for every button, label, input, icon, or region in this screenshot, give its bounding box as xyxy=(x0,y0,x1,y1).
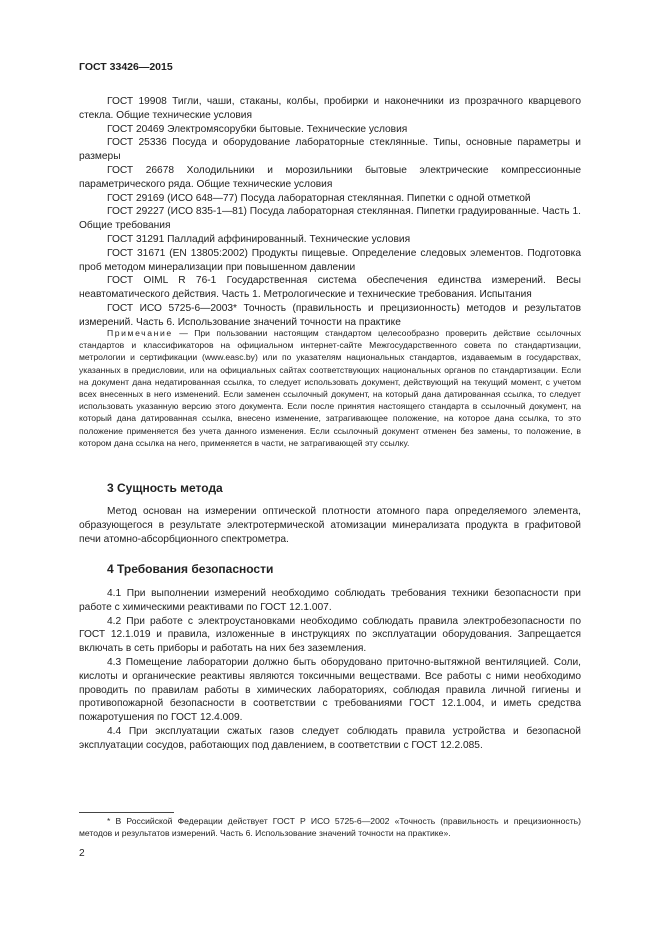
reference-item: ГОСТ 26678 Холодильники и морозильники бытовые электрические компрессионные параметрического ряда. Общие технические условия xyxy=(79,164,581,190)
section-4-paragraph: 4.1 При выполнении измерений необходимо соблюдать требования техники безопасности при работе с химическими реактивами по ГОСТ 12.1.007. xyxy=(79,588,581,613)
reference-item: ГОСТ 25336 Посуда и оборудование лабораторные стеклянные. Типы, основные параметры и размеры xyxy=(79,137,581,163)
section-3-heading: 3 Сущность метода xyxy=(107,481,223,495)
note-label: Примечание xyxy=(107,328,173,338)
document-header: ГОСТ 33426—2015 xyxy=(79,61,173,73)
reference-item: ГОСТ ИСО 5725-6—2003* Точность (правильность и прецизионность) методов и результатов измерений. Часть 6. Использование значений точности на практике xyxy=(79,302,581,328)
reference-item: ГОСТ 20469 Электромясорубки бытовые. Технические условия xyxy=(107,123,408,135)
section-4-paragraph: 4.4 При эксплуатации сжатых газов следует соблюдать правила устройства и безопасной эксплуатации сосудов, работающих под давлением, в соответствии с ГОСТ 12.2.085. xyxy=(79,725,581,751)
references-note xyxy=(79,327,581,449)
note-text: — При пользовании настоящим стандартом целесообразно проверить действие ссылочных стандартов и классификаторов на официальном интернет-сайте Межгосударственного совета по стандартизации, метрологии и сертификации (www.easc.by) или по указателям национальных стандартов, издаваемым в государствах, указанных в предисловии, или на официальных сайтах соответствующих национальных органов по стандартизации. Если на документ дана недатированная ссылка, то следует использовать документ, действующий на текущий момент, с учетом всех внесенных в него изменений. Если заменен ссылочный документ, на который дана датированная ссылка, то следует использовать указанную версию этого документа. Если после принятия настоящего стандарта в ссылочный документ, на который дана датированная ссылка, внесено изменение, затрагивающее положение, на которое дана ссылка, то это положение применяется без учета данного изменения. Если ссылочный документ отменен без замены, то положение, в котором дана ссылка на него, применяется в части, не затрагивающей эту ссылку. xyxy=(79,328,581,448)
reference-item: ГОСТ 31291 Палладий аффинированный. Технические условия xyxy=(107,233,411,245)
section-4-body xyxy=(79,587,581,753)
section-4-paragraph: 4.2 При работе с электроустановками необходимо соблюдать правила электробезопасности по ГОСТ 12.1.019 и правила, изложенные в инструкциях по эксплуатации оборудования. Запрещается включать в сеть приборы и работать на них без заземления. xyxy=(79,615,581,655)
section-4-paragraph: 4.3 Помещение лаборатории должно быть оборудовано приточно-вытяжной вентиляцией. Соли, кислоты и органические реактивы являются токсичными веществами. Все работы с ними необходимо проводить по правилам работы в химических лабораториях, соблюдая правила личной гигиены и противопожарной безопасности в соответствии с требованиями ГОСТ 12.1.004, и иметь средства пожаротушения по ГОСТ 12.4.009. xyxy=(79,656,581,724)
reference-item: ГОСТ 31671 (EN 13805:2002) Продукты пищевые. Определение следовых элементов. Подготовка проб методом минерализации при повышенном давлении xyxy=(79,247,581,273)
footnote: * В Российской Федерации действует ГОСТ Р ИСО 5725-6—2002 «Точность (правильность и прецизионность) методов и результатов измерений. Часть 6. Использование значений точности на практике». xyxy=(79,816,581,838)
section-3-body xyxy=(79,505,581,546)
reference-item: ГОСТ OIML R 76-1 Государственная система обеспечения единства измерений. Весы неавтоматического действия. Часть 1. Метрологические и технические требования. Испытания xyxy=(79,275,581,301)
section-4-heading: 4 Требования безопасности xyxy=(107,562,274,576)
page-number: 2 xyxy=(79,848,85,859)
normative-references-list xyxy=(79,95,581,330)
section-3-paragraph: Метод основан на измерении оптической плотности атомного пара определяемого элемента, образующегося в результате электротермической атомизации минерализата продукта в графитовой печи атомно-абсорбционного спектрометра. xyxy=(79,506,581,545)
reference-item: ГОСТ 29227 (ИСО 835-1—81) Посуда лабораторная стеклянная. Пипетки градуированные. Часть 1. Общие требования xyxy=(79,206,581,232)
footnote-divider xyxy=(79,812,174,813)
reference-item: ГОСТ 19908 Тигли, чаши, стаканы, колбы, пробирки и наконечники из прозрачного кварцевого стекла. Общие технические условия xyxy=(79,96,581,121)
reference-item: ГОСТ 29169 (ИСО 648—77) Посуда лабораторная стеклянная. Пипетки с одной отметкой xyxy=(107,192,531,204)
